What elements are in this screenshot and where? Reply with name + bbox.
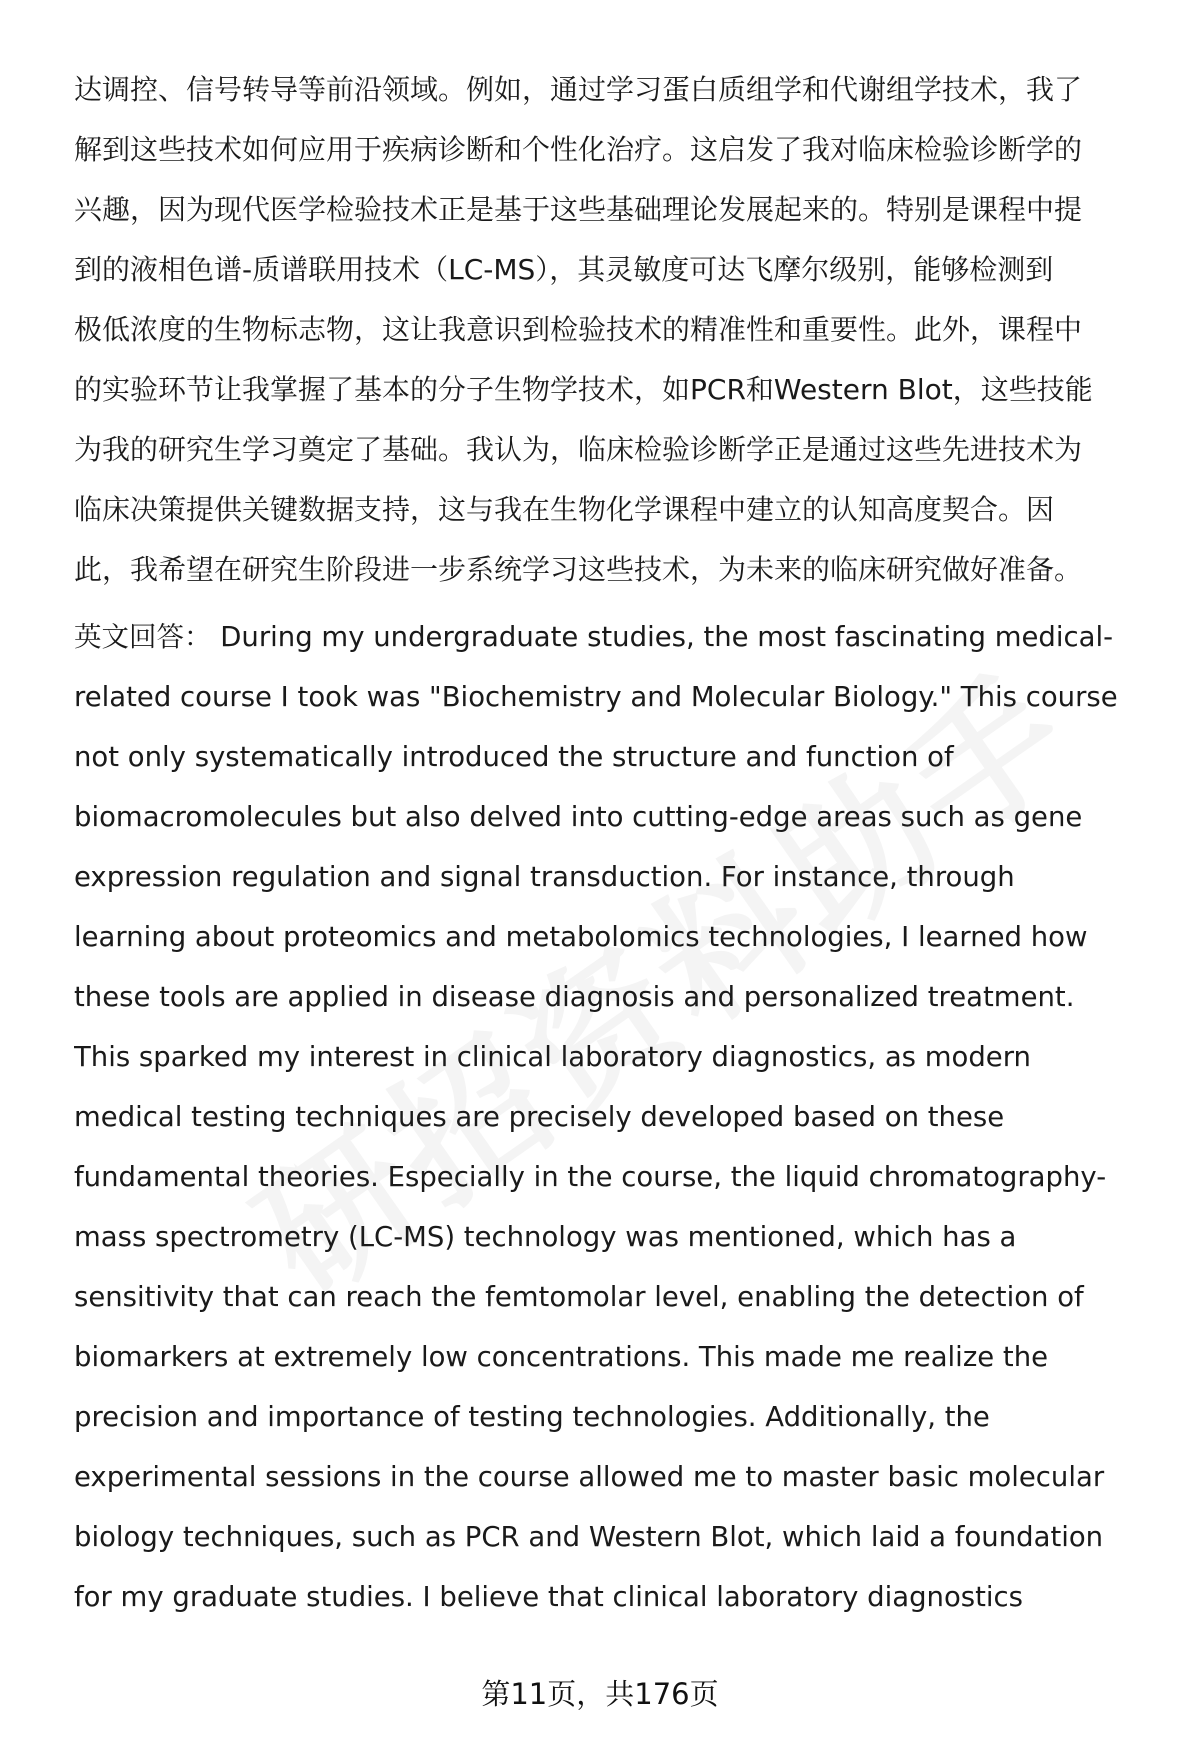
paragraph-line: 此，我希望在研究生阶段进一步系统学习这些技术，为未来的临床研究做好准备。	[74, 553, 1083, 586]
paragraph-line: biomarkers at extremely low concentrations. This made me realize the	[74, 1341, 1049, 1373]
chinese-paragraph	[74, 60, 1159, 600]
paragraph-line: related course I took was "Biochemistry and Molecular Biology." This course	[74, 681, 1118, 713]
paragraph-line: 解到这些技术如何应用于疾病诊断和个性化治疗。这启发了我对临床检验诊断学的	[74, 133, 1083, 166]
paragraph-line: mass spectrometry (LC-MS) technology was mentioned, which has a	[74, 1221, 1017, 1253]
page-number: 第11页，共176页	[481, 1677, 719, 1711]
paragraph-line: 临床决策提供关键数据支持，这与我在生物化学课程中建立的认知高度契合。因	[74, 493, 1055, 526]
paragraph-line: fundamental theories. Especially in the course, the liquid chromatography-	[74, 1161, 1107, 1193]
paragraph-line: biology techniques, such as PCR and Western Blot, which laid a foundation	[74, 1521, 1104, 1553]
paragraph-line: sensitivity that can reach the femtomolar level, enabling the detection of	[74, 1281, 1084, 1313]
paragraph-line: 到的液相色谱-质谱联用技术（LC-MS），其灵敏度可达飞摩尔级别，能够检测到	[74, 253, 1054, 286]
document-body	[74, 60, 1159, 1627]
paragraph-line: expression regulation and signal transduction. For instance, through	[74, 861, 1015, 893]
paragraph-line: 为我的研究生学习奠定了基础。我认为，临床检验诊断学正是通过这些先进技术为	[74, 433, 1083, 466]
english-paragraph	[74, 607, 1159, 1627]
paragraph-line: medical testing techniques are precisely developed based on these	[74, 1101, 1005, 1133]
paragraph-line: learning about proteomics and metabolomics technologies, I learned how	[74, 921, 1088, 953]
paragraph-line: This sparked my interest in clinical laboratory diagnostics, as modern	[74, 1041, 1031, 1073]
paragraph-line: not only systematically introduced the structure and function of	[74, 741, 954, 773]
paragraph-line: 极低浓度的生物标志物，这让我意识到检验技术的精准性和重要性。此外，课程中	[74, 313, 1083, 346]
paragraph-line: these tools are applied in disease diagnosis and personalized treatment.	[74, 981, 1075, 1013]
paragraph-line: 英文回答： During my undergraduate studies, the most fascinating medical-	[74, 621, 1114, 653]
paragraph-line: 达调控、信号转导等前沿领域。例如，通过学习蛋白质组学和代谢组学技术，我了	[74, 73, 1083, 106]
paragraph-line: 的实验环节让我掌握了基本的分子生物学技术，如PCR和Western Blot，这些技能	[74, 373, 1093, 406]
paragraph-line: 兴趣，因为现代医学检验技术正是基于这些基础理论发展起来的。特别是课程中提	[74, 193, 1083, 226]
paragraph-line: biomacromolecules but also delved into cutting-edge areas such as gene	[74, 801, 1083, 833]
paragraph-line: for my graduate studies. I believe that clinical laboratory diagnostics	[74, 1581, 1024, 1613]
paragraph-line: precision and importance of testing technologies. Additionally, the	[74, 1401, 990, 1433]
paragraph-line: experimental sessions in the course allowed me to master basic molecular	[74, 1461, 1105, 1493]
